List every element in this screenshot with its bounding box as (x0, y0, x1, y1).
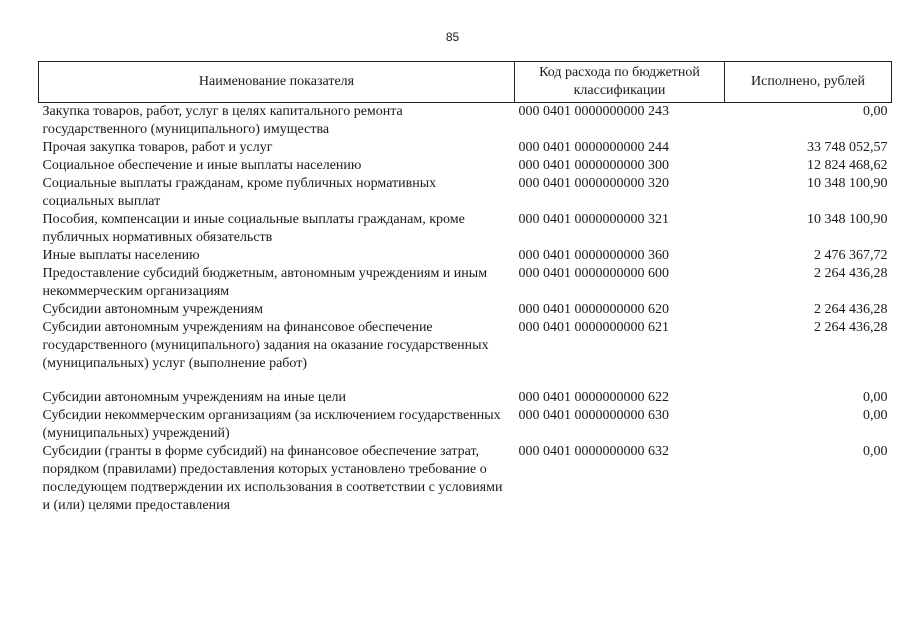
expenditure-report-table (38, 61, 892, 515)
row-code: 000 0401 0000000000 632 (518, 444, 669, 459)
table-row (39, 175, 892, 211)
row-amount: 0,00 (863, 390, 888, 405)
row-amount: 0,00 (863, 104, 888, 119)
header-row (39, 62, 892, 103)
row-name: Предоставление субсидий бюджетным, автономным учреждениям и иным некоммерческим организациям (42, 266, 488, 299)
row-amount: 2 264 436,28 (814, 320, 888, 335)
table-row (39, 157, 892, 175)
row-name: Субсидии автономным учреждениям (42, 302, 264, 317)
table-row (39, 443, 892, 515)
row-code: 000 0401 0000000000 300 (518, 158, 669, 173)
row-name: Субсидии автономным учреждениям на иные цели (42, 390, 347, 405)
row-name: Социальное обеспечение и иные выплаты населению (42, 158, 362, 173)
table-row (39, 373, 892, 407)
row-amount: 10 348 100,90 (807, 176, 888, 191)
row-name: Прочая закупка товаров, работ и услуг (42, 140, 273, 155)
table-row (39, 265, 892, 301)
row-name: Закупка товаров, работ, услуг в целях капитального ремонта государственного (муниципального) имущества (42, 104, 403, 137)
row-name: Иные выплаты населению (42, 248, 200, 263)
table-row (39, 211, 892, 247)
row-code: 000 0401 0000000000 620 (518, 302, 669, 317)
table-row (39, 103, 892, 140)
row-name: Субсидии некоммерческим организациям (за исключением государственных (муниципальных) учреждений) (42, 408, 501, 441)
row-code: 000 0401 0000000000 243 (518, 104, 669, 119)
table-header (39, 62, 892, 103)
row-amount: 2 264 436,28 (814, 302, 888, 317)
row-name: Социальные выплаты гражданам, кроме публичных нормативных социальных выплат (42, 176, 437, 209)
row-amount: 2 264 436,28 (814, 266, 888, 281)
header-name: Наименование показателя (39, 62, 515, 103)
row-code: 000 0401 0000000000 600 (518, 266, 669, 281)
row-amount: 0,00 (863, 444, 888, 459)
table-row (39, 247, 892, 265)
row-amount: 10 348 100,90 (807, 212, 888, 227)
row-amount: 12 824 468,62 (807, 158, 888, 173)
row-code: 000 0401 0000000000 244 (518, 140, 669, 155)
row-code: 000 0401 0000000000 321 (518, 212, 669, 227)
page-number: 85 (445, 30, 460, 44)
row-amount: 2 476 367,72 (814, 248, 888, 263)
header-amount: Исполнено, рублей (725, 62, 892, 103)
row-code: 000 0401 0000000000 360 (518, 248, 669, 263)
table-row (39, 319, 892, 373)
table-body (39, 103, 892, 516)
row-name: Субсидии автономным учреждениям на финансовое обеспечение государственного (муниципального) задания на оказание государственных (муниципальных) услуг (выполнение работ) (42, 320, 489, 371)
row-amount: 33 748 052,57 (807, 140, 888, 155)
table-row (39, 301, 892, 319)
row-name: Субсидии (гранты в форме субсидий) на финансовое обеспечение затрат, порядком (правилами) предоставления которых установлено требование о последующем подтверждении их использования в соответствии с условиями и (или) целями предоставления (42, 444, 503, 513)
table-row (39, 407, 892, 443)
row-name: Пособия, компенсации и иные социальные выплаты гражданам, кроме публичных нормативных обязательств (42, 212, 465, 245)
row-code: 000 0401 0000000000 621 (518, 320, 669, 335)
row-amount: 0,00 (863, 408, 888, 423)
row-code: 000 0401 0000000000 630 (518, 408, 669, 423)
header-code: Код расхода по бюджетной классификации (515, 62, 725, 103)
row-code: 000 0401 0000000000 622 (518, 390, 669, 405)
report-table-container (38, 61, 891, 515)
row-code: 000 0401 0000000000 320 (518, 176, 669, 191)
table-row (39, 139, 892, 157)
